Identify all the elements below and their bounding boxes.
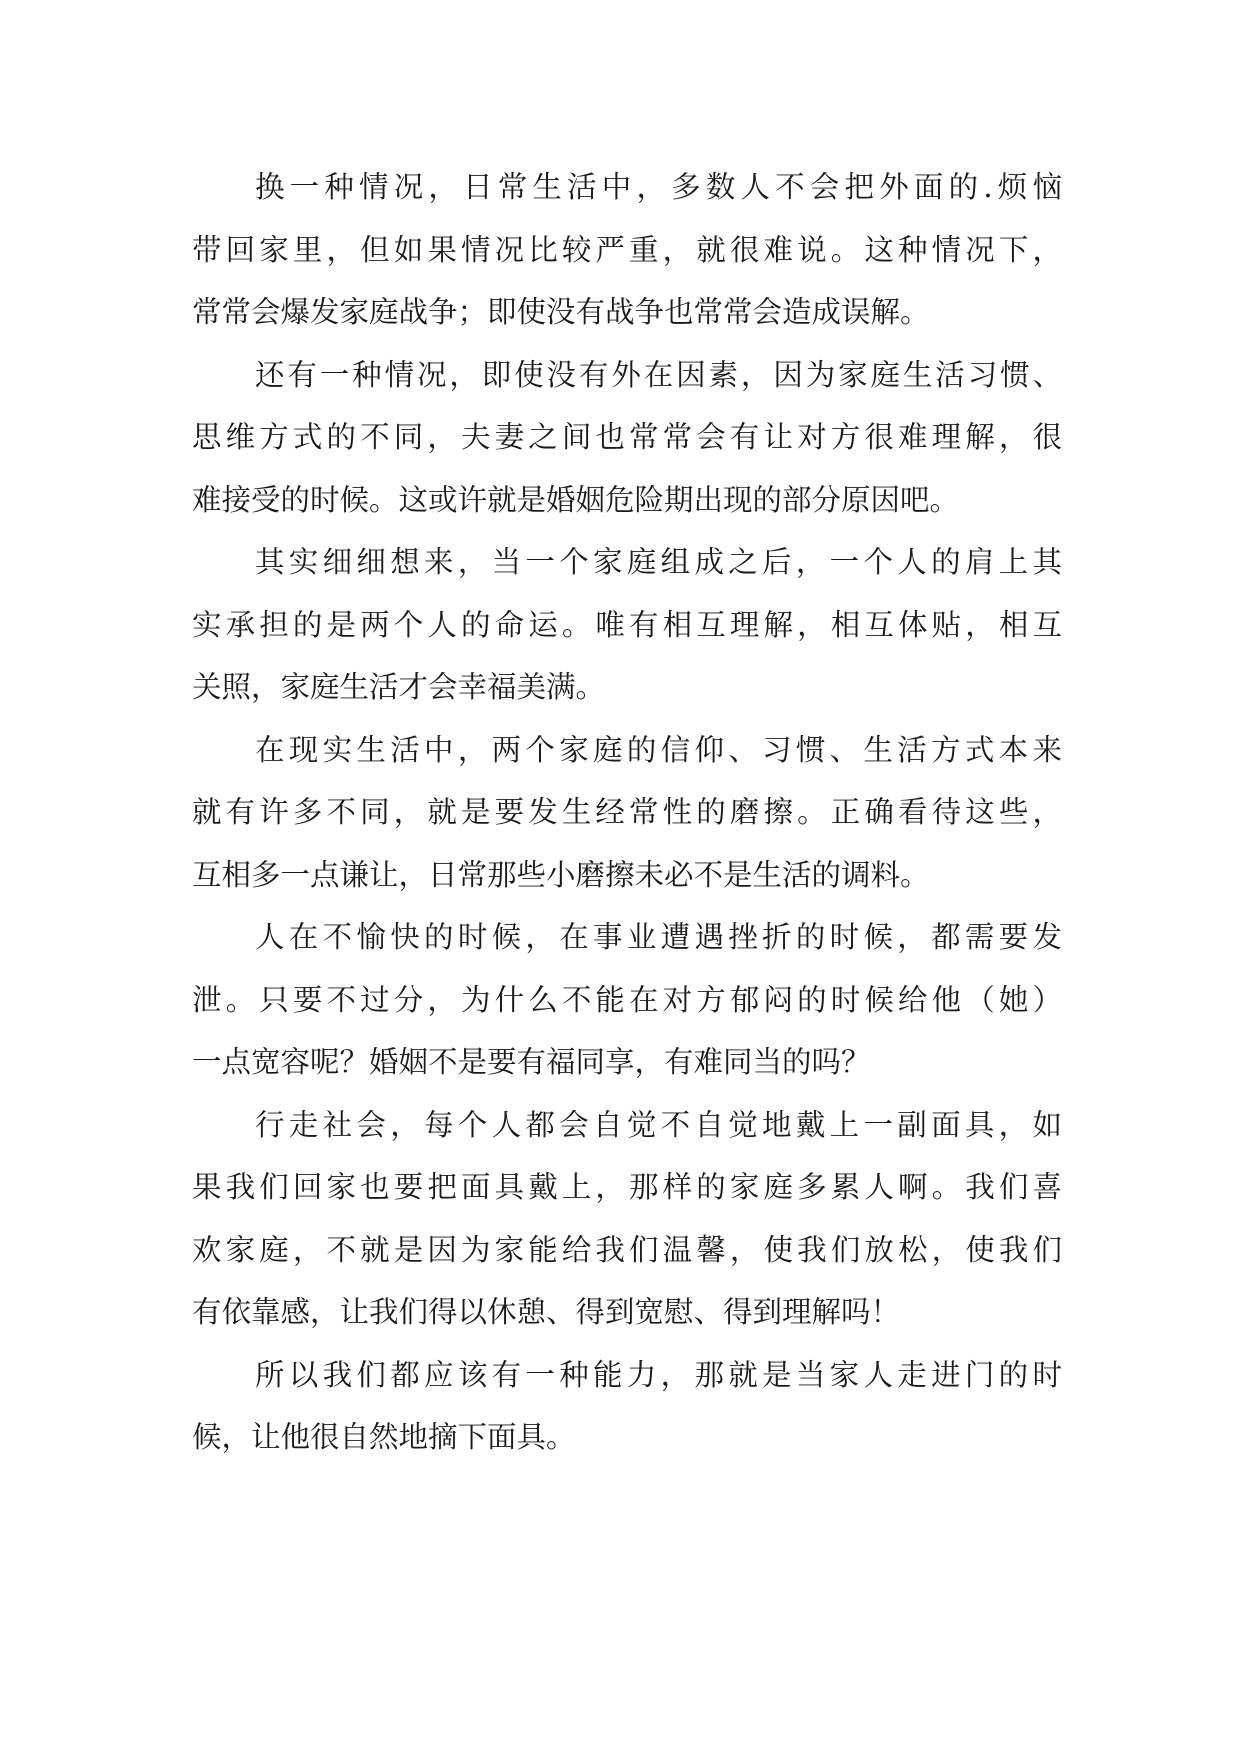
paragraph-6 xyxy=(192,1094,1062,1344)
paragraph-line: 泄。只要不过分，为什么不能在对方郁闷的时候给他（她） xyxy=(192,982,1062,1017)
paragraph-line: 果我们回家也要把面具戴上，那样的家庭多累人啊。我们喜 xyxy=(192,1170,1062,1204)
paragraph-3 xyxy=(192,531,1062,719)
paragraph-line: 其实细细想来，当一个家庭组成之后，一个人的肩上其 xyxy=(255,545,1062,579)
paragraph-line: 还有一种情况，即使没有外在因素，因为家庭生活习惯、 xyxy=(255,357,1062,392)
paragraph-7 xyxy=(192,1344,1062,1469)
paragraph-line: 关照，家庭生活才会幸福美满。 xyxy=(192,670,606,704)
paragraph-line: 欢家庭，不就是因为家能给我们温馨，使我们放松，使我们 xyxy=(192,1232,1062,1267)
paragraph-line: 就有许多不同，就是要发生经常性的磨擦。正确看待这些， xyxy=(192,795,1062,829)
paragraph-1 xyxy=(192,156,1062,344)
paragraph-line: 有依靠感，让我们得以休憩、得到宽慰、得到理解吗！ xyxy=(192,1295,901,1329)
paragraph-line: 在现实生活中，两个家庭的信仰、习惯、生活方式本来 xyxy=(255,732,1062,767)
paragraph-line: 一点宽容呢？婚姻不是要有福同享，有难同当的吗？ xyxy=(192,1045,871,1079)
paragraph-line: 换一种情况，日常生活中，多数人不会把外面的.烦恼 xyxy=(255,170,1062,204)
paragraph-line: 实承担的是两个人的命运。唯有相互理解，相互体贴，相互 xyxy=(192,607,1062,642)
paragraph-line: 互相多一点谦让，日常那些小磨擦未必不是生活的调料。 xyxy=(192,857,930,892)
paragraph-5 xyxy=(192,906,1062,1094)
paragraph-line: 带回家里，但如果情况比较严重，就很难说。这种情况下， xyxy=(192,232,1062,267)
paragraph-4 xyxy=(192,719,1062,907)
paragraph-line: 候，让他很自然地摘下面具。 xyxy=(192,1420,576,1454)
paragraph-line: 所以我们都应该有一种能力，那就是当家人走进门的时 xyxy=(255,1357,1062,1392)
paragraph-line: 难接受的时候。这或许就是婚姻危险期出现的部分原因吧。 xyxy=(192,482,960,517)
paragraph-line: 行走社会，每个人都会自觉不自觉地戴上一副面具，如 xyxy=(255,1107,1062,1142)
paragraph-line: 人在不愉快的时候，在事业遭遇挫折的时候，都需要发 xyxy=(255,920,1062,954)
paragraph-line: 常常会爆发家庭战争；即使没有战争也常常会造成误解。 xyxy=(192,295,930,329)
paragraph-line: 思维方式的不同，夫妻之间也常常会有让对方很难理解，很 xyxy=(192,420,1062,454)
document-body xyxy=(192,156,1062,1469)
paragraph-2 xyxy=(192,344,1062,532)
